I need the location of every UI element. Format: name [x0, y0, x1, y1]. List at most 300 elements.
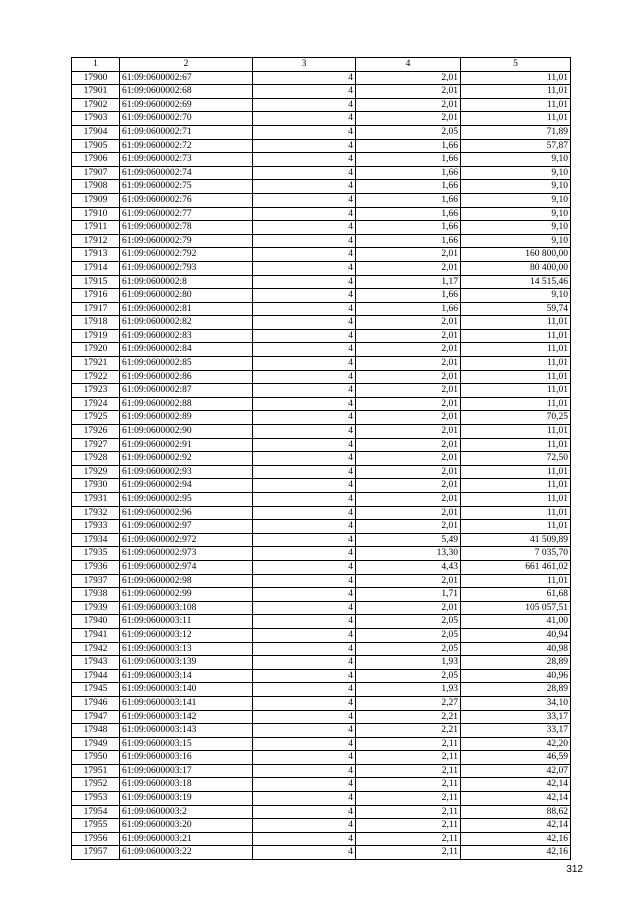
- table-cell-col-3: 4: [253, 329, 356, 343]
- column-header-1: 1: [72, 58, 120, 72]
- table-cell-col-2: 61:09:0600002:78: [120, 221, 253, 235]
- table-cell-col-1: 17950: [72, 751, 120, 765]
- table-cell-col-2: 61:09:0600002:73: [120, 153, 253, 167]
- table-cell-col-2: 61:09:0600002:96: [120, 506, 253, 520]
- table-cell-col-4: 2,01: [356, 85, 461, 99]
- table-cell-col-2: 61:09:0600003:21: [120, 832, 253, 846]
- table-cell-col-4: 4,43: [356, 560, 461, 574]
- table-cell-col-3: 4: [253, 302, 356, 316]
- table-cell-col-2: 61:09:0600003:14: [120, 669, 253, 683]
- table-cell-col-2: 61:09:0600002:972: [120, 533, 253, 547]
- table-cell-col-2: 61:09:0600002:86: [120, 370, 253, 384]
- table-cell-col-3: 4: [253, 193, 356, 207]
- table-cell-col-2: 61:09:0600003:142: [120, 710, 253, 724]
- table-cell-col-2: 61:09:0600002:99: [120, 588, 253, 602]
- table-cell-col-4: 2,05: [356, 628, 461, 642]
- table-row: [72, 98, 571, 112]
- table-cell-col-3: 4: [253, 547, 356, 561]
- table-cell-col-3: 4: [253, 832, 356, 846]
- column-header-3: 3: [253, 58, 356, 72]
- table-cell-col-1: 17930: [72, 479, 120, 493]
- table-cell-col-3: 4: [253, 574, 356, 588]
- table-cell-col-3: 4: [253, 615, 356, 629]
- table-cell-col-1: 17911: [72, 221, 120, 235]
- table-row: [72, 751, 571, 765]
- table-cell-col-1: 17913: [72, 248, 120, 262]
- table-row: [72, 112, 571, 126]
- table-cell-col-4: 2,01: [356, 248, 461, 262]
- table-cell-col-2: 61:09:0600003:19: [120, 792, 253, 806]
- table-cell-col-2: 61:09:0600003:11: [120, 615, 253, 629]
- table-cell-col-4: 1,66: [356, 180, 461, 194]
- table-cell-col-5: 46,59: [461, 751, 571, 765]
- table-row: [72, 125, 571, 139]
- table-cell-col-4: 1,93: [356, 683, 461, 697]
- table-row: [72, 248, 571, 262]
- table-cell-col-1: 17904: [72, 125, 120, 139]
- table-row: [72, 493, 571, 507]
- table-cell-col-3: 4: [253, 357, 356, 371]
- table-cell-col-5: 33,17: [461, 724, 571, 738]
- table-cell-col-1: 17925: [72, 411, 120, 425]
- table-cell-col-3: 4: [253, 112, 356, 126]
- table-cell-col-5: 11,01: [461, 465, 571, 479]
- table-cell-col-3: 4: [253, 846, 356, 860]
- table-cell-col-5: 11,01: [461, 397, 571, 411]
- table-cell-col-4: 2,05: [356, 125, 461, 139]
- table-cell-col-3: 4: [253, 166, 356, 180]
- table-cell-col-3: 4: [253, 764, 356, 778]
- table-cell-col-3: 4: [253, 248, 356, 262]
- table-cell-col-4: 2,11: [356, 819, 461, 833]
- table-cell-col-4: 2,01: [356, 452, 461, 466]
- table-cell-col-1: 17931: [72, 493, 120, 507]
- table-row: [72, 452, 571, 466]
- table-cell-col-5: 11,01: [461, 357, 571, 371]
- table-cell-col-4: 1,66: [356, 234, 461, 248]
- table-cell-col-4: 2,01: [356, 261, 461, 275]
- table-cell-col-3: 4: [253, 533, 356, 547]
- table-cell-col-3: 4: [253, 125, 356, 139]
- table-cell-col-4: 1,66: [356, 153, 461, 167]
- table-cell-col-3: 4: [253, 452, 356, 466]
- table-cell-col-1: 17914: [72, 261, 120, 275]
- table-cell-col-3: 4: [253, 261, 356, 275]
- column-header-4: 4: [356, 58, 461, 72]
- table-cell-col-4: 2,01: [356, 506, 461, 520]
- table-cell-col-4: 2,01: [356, 397, 461, 411]
- table-row: [72, 180, 571, 194]
- table-cell-col-5: 11,01: [461, 112, 571, 126]
- table-cell-col-3: 4: [253, 180, 356, 194]
- table-cell-col-5: 160 800,00: [461, 248, 571, 262]
- table-cell-col-2: 61:09:0600003:108: [120, 601, 253, 615]
- table-cell-col-5: 40,98: [461, 642, 571, 656]
- table-row: [72, 193, 571, 207]
- table-cell-col-5: 59,74: [461, 302, 571, 316]
- table-row: [72, 465, 571, 479]
- table-row: [72, 370, 571, 384]
- table-cell-col-2: 61:09:0600003:22: [120, 846, 253, 860]
- table-cell-col-4: 1,66: [356, 221, 461, 235]
- table-cell-col-5: 42,20: [461, 737, 571, 751]
- table-cell-col-3: 4: [253, 588, 356, 602]
- table-cell-col-5: 61,68: [461, 588, 571, 602]
- table-cell-col-4: 1,66: [356, 139, 461, 153]
- table-cell-col-5: 11,01: [461, 71, 571, 85]
- table-cell-col-5: 42,16: [461, 846, 571, 860]
- table-cell-col-2: 61:09:0600002:81: [120, 302, 253, 316]
- table-cell-col-1: 17933: [72, 520, 120, 534]
- table-cell-col-2: 61:09:0600003:139: [120, 656, 253, 670]
- table-row: [72, 153, 571, 167]
- table-cell-col-3: 4: [253, 207, 356, 221]
- table-cell-col-2: 61:09:0600003:16: [120, 751, 253, 765]
- table-cell-col-5: 9,10: [461, 221, 571, 235]
- table-cell-col-5: 71,89: [461, 125, 571, 139]
- table-cell-col-5: 11,01: [461, 438, 571, 452]
- table-cell-col-1: 17905: [72, 139, 120, 153]
- table-row: [72, 846, 571, 860]
- table-cell-col-1: 17940: [72, 615, 120, 629]
- table-cell-col-1: 17939: [72, 601, 120, 615]
- table-row: [72, 85, 571, 99]
- table-cell-col-3: 4: [253, 343, 356, 357]
- table-cell-col-5: 72,50: [461, 452, 571, 466]
- table-cell-col-4: 2,01: [356, 479, 461, 493]
- table-cell-col-3: 4: [253, 601, 356, 615]
- table-cell-col-4: 2,01: [356, 316, 461, 330]
- table-cell-col-1: 17927: [72, 438, 120, 452]
- table-cell-col-4: 1,66: [356, 193, 461, 207]
- table-row: [72, 560, 571, 574]
- table-cell-col-2: 61:09:0600002:8: [120, 275, 253, 289]
- table-cell-col-5: 11,01: [461, 329, 571, 343]
- table-row: [72, 411, 571, 425]
- table-row: [72, 696, 571, 710]
- table-cell-col-5: 42,16: [461, 832, 571, 846]
- table-cell-col-2: 61:09:0600002:67: [120, 71, 253, 85]
- table-cell-col-2: 61:09:0600002:974: [120, 560, 253, 574]
- table-cell-col-4: 2,11: [356, 764, 461, 778]
- table-row: [72, 724, 571, 738]
- table-row: [72, 533, 571, 547]
- table-cell-col-3: 4: [253, 316, 356, 330]
- table-cell-col-4: 2,05: [356, 615, 461, 629]
- table-cell-col-3: 4: [253, 560, 356, 574]
- table-cell-col-4: 2,11: [356, 846, 461, 860]
- table-cell-col-5: 34,10: [461, 696, 571, 710]
- table-cell-col-3: 4: [253, 425, 356, 439]
- table-cell-col-2: 61:09:0600002:83: [120, 329, 253, 343]
- table-cell-col-1: 17951: [72, 764, 120, 778]
- table-cell-col-5: 80 400,00: [461, 261, 571, 275]
- table-cell-col-4: 2,01: [356, 357, 461, 371]
- table-cell-col-5: 11,01: [461, 85, 571, 99]
- table-cell-col-1: 17917: [72, 302, 120, 316]
- table-cell-col-1: 17906: [72, 153, 120, 167]
- table-cell-col-3: 4: [253, 479, 356, 493]
- table-cell-col-1: 17944: [72, 669, 120, 683]
- table-row: [72, 343, 571, 357]
- table-cell-col-3: 4: [253, 221, 356, 235]
- table-cell-col-2: 61:09:0600003:2: [120, 805, 253, 819]
- table-cell-col-5: 11,01: [461, 479, 571, 493]
- table-cell-col-2: 61:09:0600002:91: [120, 438, 253, 452]
- table-row: [72, 778, 571, 792]
- table-cell-col-4: 2,01: [356, 98, 461, 112]
- table-row: [72, 479, 571, 493]
- table-cell-col-4: 2,01: [356, 343, 461, 357]
- table-row: [72, 819, 571, 833]
- table-row: [72, 139, 571, 153]
- table-cell-col-5: 11,01: [461, 316, 571, 330]
- table-cell-col-1: 17953: [72, 792, 120, 806]
- table-cell-col-5: 42,14: [461, 819, 571, 833]
- table-cell-col-2: 61:09:0600002:93: [120, 465, 253, 479]
- table-cell-col-4: 2,27: [356, 696, 461, 710]
- table-cell-col-2: 61:09:0600002:793: [120, 261, 253, 275]
- table-cell-col-4: 1,17: [356, 275, 461, 289]
- table-cell-col-5: 7 035,70: [461, 547, 571, 561]
- table-cell-col-2: 61:09:0600003:13: [120, 642, 253, 656]
- table-cell-col-2: 61:09:0600003:143: [120, 724, 253, 738]
- table-row: [72, 425, 571, 439]
- table-cell-col-3: 4: [253, 397, 356, 411]
- table-cell-col-3: 4: [253, 724, 356, 738]
- table-cell-col-3: 4: [253, 628, 356, 642]
- table-cell-col-5: 40,94: [461, 628, 571, 642]
- table-cell-col-2: 61:09:0600002:84: [120, 343, 253, 357]
- table-body: [72, 71, 571, 859]
- table-cell-col-2: 61:09:0600002:98: [120, 574, 253, 588]
- table-row: [72, 207, 571, 221]
- table-cell-col-2: 61:09:0600003:12: [120, 628, 253, 642]
- table-cell-col-1: 17908: [72, 180, 120, 194]
- table-cell-col-1: 17929: [72, 465, 120, 479]
- table-cell-col-5: 70,25: [461, 411, 571, 425]
- table-cell-col-1: 17926: [72, 425, 120, 439]
- table-cell-col-5: 40,96: [461, 669, 571, 683]
- table-cell-col-1: 17900: [72, 71, 120, 85]
- table-cell-col-1: 17935: [72, 547, 120, 561]
- table-cell-col-3: 4: [253, 751, 356, 765]
- table-cell-col-3: 4: [253, 153, 356, 167]
- table-cell-col-4: 2,01: [356, 411, 461, 425]
- table-row: [72, 683, 571, 697]
- table-cell-col-5: 41 509,89: [461, 533, 571, 547]
- table-cell-col-3: 4: [253, 642, 356, 656]
- table-cell-col-2: 61:09:0600002:92: [120, 452, 253, 466]
- table-cell-col-1: 17922: [72, 370, 120, 384]
- table-cell-col-5: 11,01: [461, 520, 571, 534]
- table-cell-col-3: 4: [253, 98, 356, 112]
- table-row: [72, 506, 571, 520]
- table-cell-col-2: 61:09:0600002:88: [120, 397, 253, 411]
- table-cell-col-5: 42,14: [461, 792, 571, 806]
- table-cell-col-4: 1,66: [356, 166, 461, 180]
- table-cell-col-1: 17954: [72, 805, 120, 819]
- table-cell-col-1: 17928: [72, 452, 120, 466]
- table-header: [72, 58, 571, 72]
- table-cell-col-2: 61:09:0600003:20: [120, 819, 253, 833]
- table-cell-col-1: 17923: [72, 384, 120, 398]
- column-header-5: 5: [461, 58, 571, 72]
- table-cell-col-3: 4: [253, 289, 356, 303]
- table-cell-col-4: 2,01: [356, 601, 461, 615]
- table-cell-col-4: 2,01: [356, 370, 461, 384]
- table-row: [72, 588, 571, 602]
- table-cell-col-5: 9,10: [461, 207, 571, 221]
- table-cell-col-4: 2,01: [356, 384, 461, 398]
- column-header-2: 2: [120, 58, 253, 72]
- table-cell-col-1: 17936: [72, 560, 120, 574]
- table-row: [72, 71, 571, 85]
- table-cell-col-5: 11,01: [461, 574, 571, 588]
- table-cell-col-4: 1,66: [356, 289, 461, 303]
- table-cell-col-1: 17949: [72, 737, 120, 751]
- table-cell-col-4: 1,66: [356, 302, 461, 316]
- table-cell-col-1: 17920: [72, 343, 120, 357]
- table-cell-col-4: 2,11: [356, 737, 461, 751]
- table-cell-col-4: 2,01: [356, 438, 461, 452]
- table-cell-col-3: 4: [253, 71, 356, 85]
- table-row: [72, 275, 571, 289]
- table-cell-col-3: 4: [253, 384, 356, 398]
- table-row: [72, 302, 571, 316]
- table-cell-col-1: 17946: [72, 696, 120, 710]
- table-row: [72, 384, 571, 398]
- table-cell-col-5: 41,00: [461, 615, 571, 629]
- table-cell-col-3: 4: [253, 696, 356, 710]
- table-cell-col-2: 61:09:0600002:71: [120, 125, 253, 139]
- table-cell-col-1: 17909: [72, 193, 120, 207]
- table-cell-col-1: 17952: [72, 778, 120, 792]
- table-row: [72, 397, 571, 411]
- table-cell-col-1: 17955: [72, 819, 120, 833]
- table-cell-col-5: 11,01: [461, 493, 571, 507]
- table-cell-col-5: 9,10: [461, 289, 571, 303]
- table-cell-col-1: 17910: [72, 207, 120, 221]
- table-cell-col-2: 61:09:0600002:77: [120, 207, 253, 221]
- table-row: [72, 656, 571, 670]
- table-row: [72, 261, 571, 275]
- table-cell-col-2: 61:09:0600003:140: [120, 683, 253, 697]
- header-row: [72, 58, 571, 72]
- table-cell-col-5: 11,01: [461, 370, 571, 384]
- table-cell-col-1: 17934: [72, 533, 120, 547]
- table-cell-col-2: 61:09:0600002:72: [120, 139, 253, 153]
- table-row: [72, 357, 571, 371]
- table-row: [72, 669, 571, 683]
- table-cell-col-5: 9,10: [461, 153, 571, 167]
- table-cell-col-3: 4: [253, 465, 356, 479]
- table-cell-col-1: 17942: [72, 642, 120, 656]
- table-cell-col-3: 4: [253, 85, 356, 99]
- table-row: [72, 601, 571, 615]
- table-cell-col-3: 4: [253, 275, 356, 289]
- table-cell-col-2: 61:09:0600002:79: [120, 234, 253, 248]
- table-row: [72, 316, 571, 330]
- table-cell-col-5: 11,01: [461, 384, 571, 398]
- table-cell-col-2: 61:09:0600002:80: [120, 289, 253, 303]
- table-cell-col-5: 42,14: [461, 778, 571, 792]
- table-cell-col-1: 17912: [72, 234, 120, 248]
- table-cell-col-2: 61:09:0600002:792: [120, 248, 253, 262]
- table-cell-col-5: 28,89: [461, 656, 571, 670]
- table-cell-col-4: 1,66: [356, 207, 461, 221]
- table-cell-col-4: 2,01: [356, 465, 461, 479]
- table-cell-col-1: 17907: [72, 166, 120, 180]
- table-cell-col-2: 61:09:0600002:69: [120, 98, 253, 112]
- table-cell-col-2: 61:09:0600003:141: [120, 696, 253, 710]
- table-cell-col-2: 61:09:0600002:85: [120, 357, 253, 371]
- table-cell-col-2: 61:09:0600003:15: [120, 737, 253, 751]
- table-row: [72, 805, 571, 819]
- table-cell-col-4: 2,01: [356, 425, 461, 439]
- table-cell-col-1: 17938: [72, 588, 120, 602]
- table-cell-col-4: 2,01: [356, 520, 461, 534]
- table-row: [72, 764, 571, 778]
- table-cell-col-4: 2,11: [356, 805, 461, 819]
- table-cell-col-2: 61:09:0600002:87: [120, 384, 253, 398]
- table-row: [72, 574, 571, 588]
- table-cell-col-1: 17956: [72, 832, 120, 846]
- table-row: [72, 642, 571, 656]
- table-cell-col-2: 61:09:0600002:74: [120, 166, 253, 180]
- table-cell-col-5: 105 057,51: [461, 601, 571, 615]
- table-cell-col-4: 2,01: [356, 329, 461, 343]
- table-cell-col-2: 61:09:0600002:89: [120, 411, 253, 425]
- table-row: [72, 792, 571, 806]
- table-cell-col-5: 11,01: [461, 425, 571, 439]
- table-cell-col-5: 9,10: [461, 193, 571, 207]
- table-row: [72, 289, 571, 303]
- table-cell-col-4: 2,05: [356, 669, 461, 683]
- table-cell-col-3: 4: [253, 656, 356, 670]
- table-row: [72, 166, 571, 180]
- table-cell-col-1: 17932: [72, 506, 120, 520]
- table-cell-col-2: 61:09:0600002:70: [120, 112, 253, 126]
- table-cell-col-4: 2,21: [356, 710, 461, 724]
- table-cell-col-3: 4: [253, 139, 356, 153]
- table-cell-col-3: 4: [253, 370, 356, 384]
- table-cell-col-2: 61:09:0600002:94: [120, 479, 253, 493]
- table-cell-col-5: 661 461,02: [461, 560, 571, 574]
- table-cell-col-5: 9,10: [461, 180, 571, 194]
- table-row: [72, 234, 571, 248]
- table-cell-col-3: 4: [253, 520, 356, 534]
- table-cell-col-5: 11,01: [461, 506, 571, 520]
- table-row: [72, 329, 571, 343]
- table-cell-col-4: 13,30: [356, 547, 461, 561]
- table-cell-col-3: 4: [253, 778, 356, 792]
- table-cell-col-4: 2,11: [356, 832, 461, 846]
- table-cell-col-3: 4: [253, 669, 356, 683]
- table-cell-col-1: 17924: [72, 397, 120, 411]
- table-row: [72, 221, 571, 235]
- table-row: [72, 832, 571, 846]
- table-cell-col-3: 4: [253, 737, 356, 751]
- table-cell-col-3: 4: [253, 710, 356, 724]
- table-cell-col-4: 5,49: [356, 533, 461, 547]
- table-cell-col-5: 11,01: [461, 343, 571, 357]
- data-table: [71, 57, 571, 860]
- table-cell-col-1: 17943: [72, 656, 120, 670]
- table-cell-col-3: 4: [253, 493, 356, 507]
- table-cell-col-4: 1,71: [356, 588, 461, 602]
- page-number: 312: [566, 864, 583, 875]
